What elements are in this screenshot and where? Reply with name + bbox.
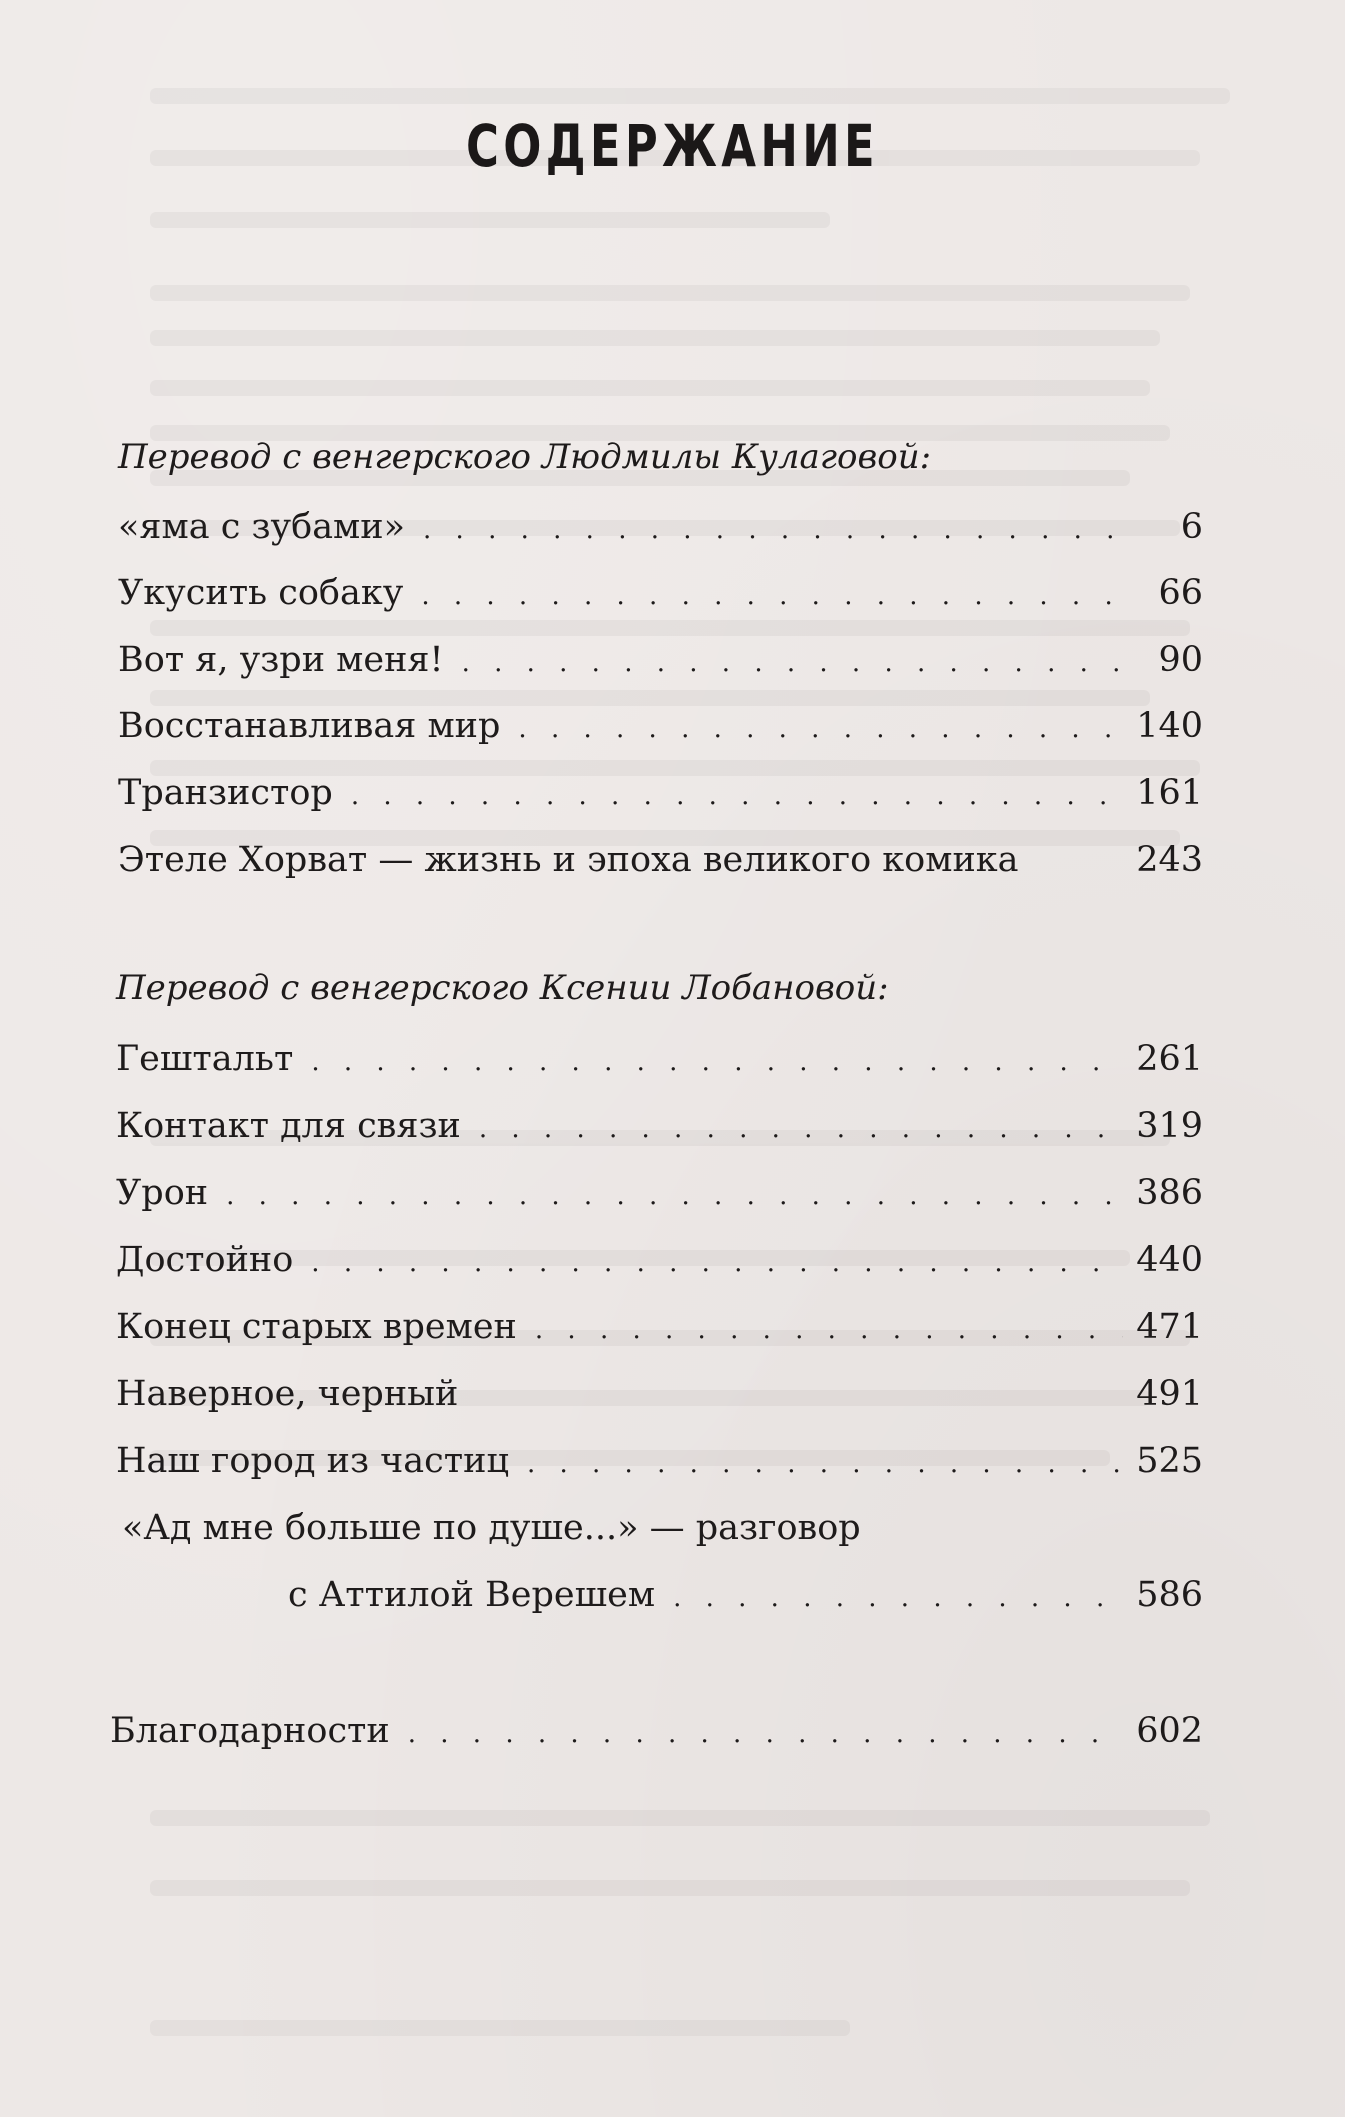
- dot-leader: [479, 1107, 1123, 1151]
- toc-entry-acknowledgements[interactable]: [110, 1709, 1203, 1753]
- section-heading-lobanova: Перевод с венгерского Ксении Лобановой:: [116, 968, 889, 1008]
- toc-entry-page: 525: [1136, 1441, 1203, 1481]
- toc-entry-title: Наш город из частиц: [116, 1441, 509, 1481]
- toc-entry-title: Этеле Хорват — жизнь и эпоха великого комика: [118, 840, 1019, 880]
- toc-entry-page: 140: [1136, 706, 1203, 746]
- toc-entry-title: Конец старых времен: [116, 1307, 517, 1347]
- toc-entry-title: Транзистор: [118, 773, 333, 813]
- toc-entry[interactable]: [116, 1238, 1203, 1282]
- dot-leader: [673, 1576, 1123, 1620]
- toc-entry-page: 319: [1136, 1106, 1203, 1146]
- toc-entry-title: «яма с зубами»: [118, 507, 406, 547]
- toc-entry-page: 6: [1180, 507, 1203, 547]
- toc-entry[interactable]: [118, 838, 1203, 882]
- dot-leader: [311, 1040, 1123, 1084]
- dot-leader: [226, 1174, 1123, 1218]
- toc-entry-page: 586: [1136, 1575, 1203, 1615]
- toc-entry-page: 66: [1158, 573, 1203, 613]
- toc-entry-page: 261: [1136, 1039, 1203, 1079]
- toc-entry[interactable]: [118, 771, 1203, 815]
- toc-entry-title: Контакт для связи: [116, 1106, 461, 1146]
- toc-entry-title: Вот я, узри меня!: [118, 640, 444, 680]
- dot-leader: [518, 707, 1123, 751]
- toc-entry-title: Восстанавливая мир: [118, 706, 501, 746]
- toc-entry-title: Наверное, черный: [116, 1374, 459, 1414]
- dot-leader: [351, 774, 1123, 818]
- toc-entry-title: Урон: [116, 1173, 209, 1213]
- toc-entry[interactable]: [118, 704, 1203, 748]
- toc-entry[interactable]: [118, 505, 1203, 549]
- toc-entry-page: 386: [1136, 1173, 1203, 1213]
- page-title: СОДЕРЖАНИЕ: [465, 112, 880, 180]
- dot-leader: [535, 1308, 1123, 1352]
- toc-entry-title: Достойно: [116, 1240, 294, 1280]
- toc-entry-title: Благодарности: [110, 1711, 390, 1751]
- toc-entry-page: 440: [1136, 1240, 1203, 1280]
- dot-leader: [408, 1712, 1123, 1756]
- toc-entry-page: 471: [1136, 1307, 1203, 1347]
- dot-leader: [423, 508, 1123, 552]
- dot-leader: [421, 574, 1123, 618]
- toc-entry[interactable]: [116, 1104, 1203, 1148]
- toc-entry-page: 491: [1136, 1374, 1203, 1414]
- toc-entry-page: 161: [1136, 773, 1203, 813]
- dot-leader: [462, 641, 1123, 685]
- toc-entry[interactable]: [116, 1439, 1203, 1483]
- toc-entry[interactable]: [116, 1305, 1203, 1349]
- toc-entry[interactable]: [116, 1372, 1203, 1416]
- section-heading-kulagova: Перевод с венгерского Людмилы Кулаговой:: [118, 437, 932, 477]
- toc-entry-page: 602: [1136, 1711, 1203, 1751]
- toc-entry[interactable]: [116, 1037, 1203, 1081]
- dot-leader: [527, 1442, 1123, 1486]
- dot-leader: [311, 1241, 1123, 1285]
- toc-entry-page: 90: [1158, 640, 1203, 680]
- toc-entry[interactable]: [118, 571, 1203, 615]
- toc-entry-title-line2: с Аттилой Верешем: [288, 1575, 656, 1615]
- toc-entry[interactable]: [288, 1573, 1203, 1617]
- toc-entry[interactable]: [118, 638, 1203, 682]
- toc-entry-title-line1[interactable]: «Ад мне больше по душе...» — разговор: [122, 1508, 861, 1548]
- toc-entry-title: Укусить собаку: [118, 573, 404, 613]
- toc-entry[interactable]: [116, 1171, 1203, 1215]
- toc-entry-page: 243: [1136, 840, 1203, 880]
- toc-entry-title: Гештальт: [116, 1039, 294, 1079]
